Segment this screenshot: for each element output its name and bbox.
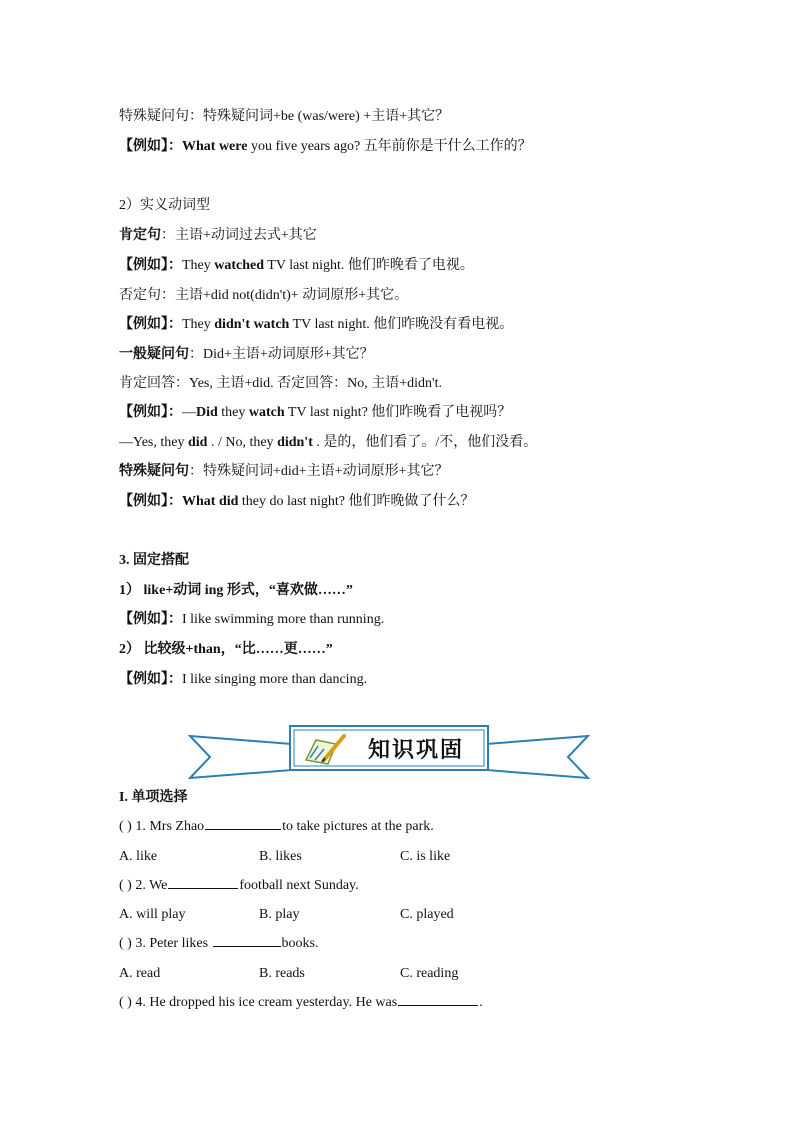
bold-text: didn't bbox=[277, 435, 313, 450]
banner-title: 知识巩固 bbox=[368, 738, 465, 763]
example-line bbox=[119, 403, 734, 423]
option-b[interactable]: B. reads bbox=[259, 966, 305, 981]
bold-text: watched bbox=[214, 258, 265, 273]
example-text: — bbox=[182, 405, 196, 420]
example-text: . / No, they bbox=[207, 435, 278, 450]
option-a[interactable]: A. read bbox=[119, 966, 161, 981]
example-text: —Yes, they bbox=[119, 435, 188, 450]
option-a[interactable]: A. will play bbox=[119, 907, 186, 922]
question-1 bbox=[119, 817, 734, 837]
question-text: books. bbox=[281, 936, 319, 951]
bold-text: watch bbox=[248, 405, 285, 420]
example-label: 【例如】： bbox=[119, 405, 182, 420]
example-text: . 是的，他们看了。/不，他们没看。 bbox=[312, 435, 538, 450]
answer-blank[interactable] bbox=[168, 876, 238, 889]
example-line bbox=[119, 670, 734, 690]
example-line bbox=[119, 315, 734, 335]
example-line bbox=[119, 256, 734, 276]
example-text: TV last night. 他们昨晚没有看电视。 bbox=[289, 317, 514, 332]
example-text: you five years ago? 五年前你是干什么工作的？ bbox=[247, 139, 532, 154]
positive-rule bbox=[119, 226, 734, 246]
answer-paren[interactable]: ( ) bbox=[119, 995, 132, 1010]
option-c[interactable]: C. is like bbox=[400, 849, 451, 864]
bold-text: What did bbox=[182, 494, 239, 509]
answer-paren[interactable]: ( ) bbox=[119, 878, 132, 893]
rule-text: ：主语+动词过去式+其它 bbox=[161, 228, 317, 243]
option-c[interactable]: C. reading bbox=[400, 966, 459, 981]
item-text: 1） like+动词 ing 形式，“喜欢做……” bbox=[119, 583, 353, 598]
example-label: 【例如】： bbox=[119, 494, 182, 509]
example-text: they do last night? 他们昨晚做了什么？ bbox=[238, 494, 475, 509]
answer-blank[interactable] bbox=[213, 934, 281, 947]
question-text: 4. He dropped his ice cream yesterday. He was bbox=[131, 995, 398, 1010]
rule-label: 特殊疑问句 bbox=[119, 464, 189, 479]
special-question-rule bbox=[119, 107, 734, 127]
bold-text: Did bbox=[196, 405, 218, 420]
option-b[interactable]: B. play bbox=[259, 907, 300, 922]
answer-paren[interactable]: ( ) bbox=[119, 819, 132, 834]
example-label: 【例如】： bbox=[119, 317, 182, 332]
question-text: . bbox=[479, 995, 483, 1010]
rule-text: 特殊疑问句：特殊疑问词+be (was/were) +主语+其它？ bbox=[119, 109, 450, 124]
question-text: 2. We bbox=[131, 878, 168, 893]
answer-blank[interactable] bbox=[205, 817, 281, 830]
example-text: TV last night. 他们昨晚看了电视。 bbox=[264, 258, 474, 273]
example-text: they bbox=[217, 405, 249, 420]
heading-text: I. 单项选择 bbox=[119, 790, 188, 805]
example-label: 【例如】： bbox=[119, 672, 182, 687]
example-text: TV last night? 他们昨晚看了电视吗？ bbox=[284, 405, 512, 420]
answer-paren[interactable]: ( ) bbox=[119, 936, 132, 951]
rule-label: 肯定句 bbox=[119, 228, 161, 243]
example-line bbox=[119, 137, 734, 157]
section-heading bbox=[119, 551, 734, 571]
example-label: 【例如】： bbox=[119, 258, 182, 273]
option-b[interactable]: B. likes bbox=[259, 849, 302, 864]
option-c[interactable]: C. played bbox=[400, 907, 454, 922]
bold-text: didn't watch bbox=[214, 317, 290, 332]
example-text: They bbox=[182, 317, 215, 332]
collocation-item bbox=[119, 640, 734, 660]
example-text: I like swimming more than running. bbox=[182, 612, 385, 627]
bold-text: What were bbox=[182, 139, 248, 154]
item-text: 2） 比较级+than，“比……更……” bbox=[119, 642, 333, 657]
heading-text: 2）实义动词型 bbox=[119, 198, 210, 213]
answers-rule bbox=[119, 374, 734, 394]
example-text: I like singing more than dancing. bbox=[182, 672, 368, 687]
heading-text: 3. 固定搭配 bbox=[119, 553, 189, 568]
collocation-item bbox=[119, 581, 734, 601]
rule-text: ：特殊疑问词+did+主语+动词原形+其它？ bbox=[189, 464, 449, 479]
rule-label: 一般疑问句 bbox=[119, 347, 189, 362]
question-text: to take pictures at the park. bbox=[282, 819, 434, 834]
question-2 bbox=[119, 876, 734, 896]
general-question-rule bbox=[119, 345, 734, 365]
question-text: football next Sunday. bbox=[239, 878, 359, 893]
question-4 bbox=[119, 993, 734, 1013]
option-a[interactable]: A. like bbox=[119, 849, 158, 864]
example-label: 【例如】： bbox=[119, 139, 182, 154]
special-question-rule bbox=[119, 462, 734, 482]
rule-text: ：Did+主语+动词原形+其它？ bbox=[189, 347, 374, 362]
example-label: 【例如】： bbox=[119, 612, 182, 627]
section-heading bbox=[119, 196, 734, 216]
rule-text: 否定句：主语+did not(didn't)+ 动词原形+其它。 bbox=[119, 288, 409, 303]
rule-text: 肯定回答：Yes, 主语+did. 否定回答：No, 主语+didn't. bbox=[119, 376, 442, 391]
negative-rule bbox=[119, 286, 734, 306]
question-text: 3. Peter likes bbox=[131, 936, 212, 951]
question-text: 1. Mrs Zhao bbox=[131, 819, 205, 834]
example-line bbox=[119, 492, 734, 512]
bold-text: did bbox=[187, 435, 208, 450]
reply-line bbox=[119, 433, 734, 453]
exercise-heading bbox=[119, 788, 734, 808]
answer-blank[interactable] bbox=[398, 993, 478, 1006]
question-3 bbox=[119, 934, 734, 954]
example-text: They bbox=[182, 258, 215, 273]
example-line bbox=[119, 610, 734, 630]
